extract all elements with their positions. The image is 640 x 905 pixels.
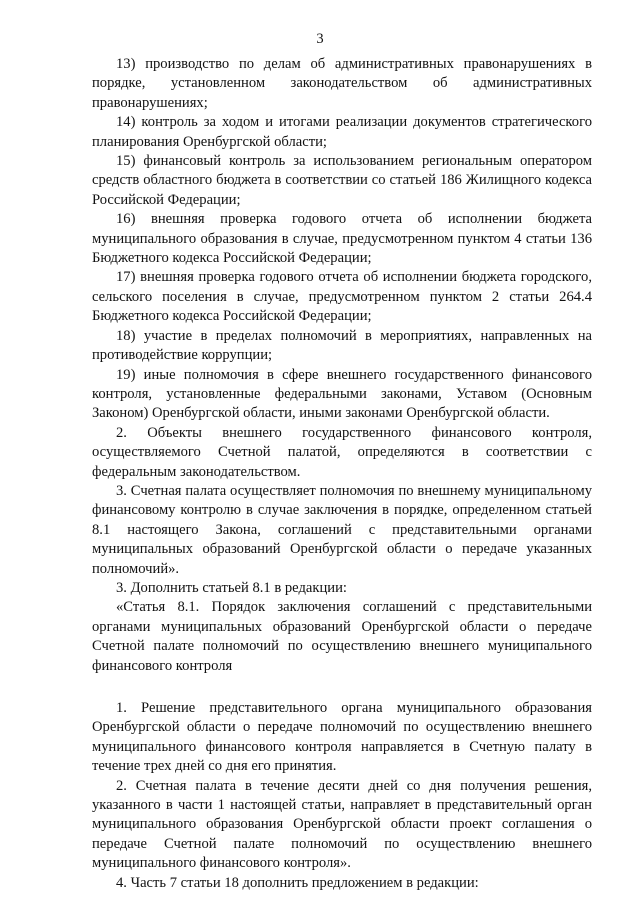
clause-3: 3. Счетная палата осуществляет полномочия по внешнему муниципальному финансовому контролю в случае заключения в порядке, определенном статьей 8.1 настоящего Закона, соглашений с представительными органами муниципальных образований Оренбургской области о передаче указанных полномочий». [92,482,592,577]
list-item-17: 17) внешняя проверка годового отчета об исполнении бюджета городского, сельского поселения в случае, предусмотренном пунктом 2 статьи 264.4 Бюджетного кодекса Российской Федерации; [92,269,592,325]
amendment-item-3: 3. Дополнить статьей 8.1 в редакции: [116,579,347,596]
list-item-14: 14) контроль за ходом и итогами реализации документов стратегического планирования Оренбургской области; [92,114,592,150]
list-item-15: 15) финансовый контроль за использованием региональным оператором средств областного бюджета в соответствии со статьей 186 Жилищного кодекса Российской Федерации; [92,153,592,208]
page-number: 3 [316,31,324,47]
document-body [92,55,592,893]
list-item-13: 13) производство по делам об административных правонарушениях в порядке, установленном законодательством об административных правонарушениях; [92,56,592,111]
list-item-16: 16) внешняя проверка годового отчета об исполнении бюджета муниципального образования в случае, предусмотренном пунктом 4 статьи 136 Бюджетного кодекса Российской Федерации; [92,211,592,267]
list-item-19: 19) иные полномочия в сфере внешнего государственного финансового контроля, установленные федеральными законами, Уставом (Основным Законом) Оренбургской области, иными законами Оренбургской области. [92,366,592,422]
list-item-18: 18) участие в пределах полномочий в мероприятиях, направленных на противодействие коррупции; [92,327,592,364]
clause-2: 2. Объекты внешнего государственного финансового контроля, осуществляемого Счетной палатой, определяются в соответствии с федеральным законодательством. [92,424,592,480]
amendment-item-4: 4. Часть 7 статьи 18 дополнить предложением в редакции: [116,874,479,891]
article-8-1-part-1: 1. Решение представительного органа муниципального образования Оренбургской области о передаче полномочий по осуществлению внешнего муниципального финансового контроля направляется в Счетную палату в течение трех дней со дня его принятия. [92,700,592,775]
article-8-1-heading: «Статья 8.1. Порядок заключения соглашений с представительными органами муниципальных образований Оренбургской области о передаче Счетной палате полномочий по осуществлению внешнего муниципального финансового контроля [92,599,592,674]
article-8-1-part-2: 2. Счетная палата в течение десяти дней со дня получения решения, указанного в части 1 настоящей статьи, направляет в представительный орган муниципального образования Оренбургской области проект соглашения о передаче Счетной палате полномочий по осуществлению внешнего муниципального финансового контроля». [92,777,592,872]
